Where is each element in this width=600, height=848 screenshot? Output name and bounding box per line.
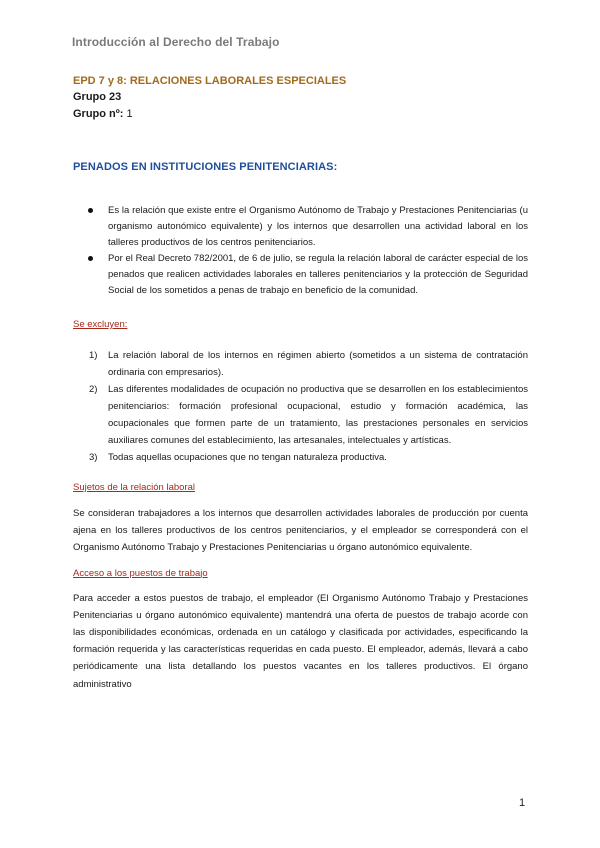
exclusion-number: 3) [89,452,98,463]
group-text: Grupo 23 [73,91,122,103]
group-number-line [73,106,528,123]
group-number-value: 1 [126,108,133,120]
exclusion-text: La relación laboral de los internos en régimen abierto (sometidos a un sistema de contratación ordinaria con empresarios). [108,350,528,378]
acceso-paragraph: Para acceder a estos puestos de trabajo, el empleador (El Organismo Autónomo Trabajo y Prestaciones Penitenciarias u órgano autonómico equivalente) mantendrá una oferta de puestos de trabajo acorde con las disponibilidades económicas, ordenada en un catálogo y clasificada por actividades, especificando la formación requerida y las características requeridas en cada puesto. El empleador, además, llevará a cabo periódicamente una lista detallando los puestos vacantes en los talleres productivos. El órgano administrativo [73,592,528,690]
exclusion-text: Todas aquellas ocupaciones que no tengan naturaleza productiva. [108,452,387,463]
exclusions-heading: Se excluyen: [73,319,128,330]
acceso-heading: Acceso a los puestos de trabajo [73,567,208,579]
exclusion-number: 1) [89,350,98,361]
bullet-item [73,203,528,251]
group-label [73,89,528,106]
bullet-text: Por el Real Decreto 782/2001, de 6 de julio, se regula la relación laboral de carácter especial de los penados que realicen actividades laborales en talleres penitenciarios y la protección de Seguridad Social de los sometidos a penas de trabajo en beneficio de la comunidad. [108,253,528,296]
section-heading: PENADOS EN INSTITUCIONES PENITENCIARIAS: [73,161,338,173]
bullet-dot-icon [88,256,93,261]
exclusion-item [73,347,528,381]
document-title: EPD 7 y 8: RELACIONES LABORALES ESPECIALES [73,75,347,87]
exclusion-number: 2) [89,384,98,395]
exclusion-item [73,381,528,449]
bullet-text: Es la relación que existe entre el Organismo Autónomo de Trabajo y Prestaciones Penitenciarias (u organismo autonómico equivalente) y los internos que desarrollen una actividad laboral en los talleres productivos de los centros penitenciarios. [108,205,528,248]
page-content [73,73,528,693]
bullet-item [73,251,528,299]
exclusion-item [73,449,528,466]
exclusion-text: Las diferentes modalidades de ocupación no productiva que se desarrollen en los establecimientos penitenciarios: formación profesional ocupacional, estudio y formación académica, las ocupacionales que formen parte de un tratamiento, las prestaciones personales en servicios auxiliares comunes del establecimiento, las artesanales, intelectuales y artísticas. [108,384,528,446]
page-number: 1 [519,797,526,809]
group-number-label: Grupo nº: [73,108,124,120]
sujetos-heading: Sujetos de la relación laboral [73,482,195,493]
sujetos-paragraph: Se consideran trabajadores a los internos que desarrollen actividades laborales de producción por cuenta ajena en los talleres productivos de los centros penitenciarios, y el empleador se corresponderá con el Organismo Autónomo Trabajo y Prestaciones Penitenciarias u órgano autonómico equivalente. [73,508,528,554]
running-header: Introducción al Derecho del Trabajo [72,35,280,49]
bullet-dot-icon [88,208,93,213]
intro-bullet-list [73,203,528,299]
exclusions-list [73,347,528,466]
